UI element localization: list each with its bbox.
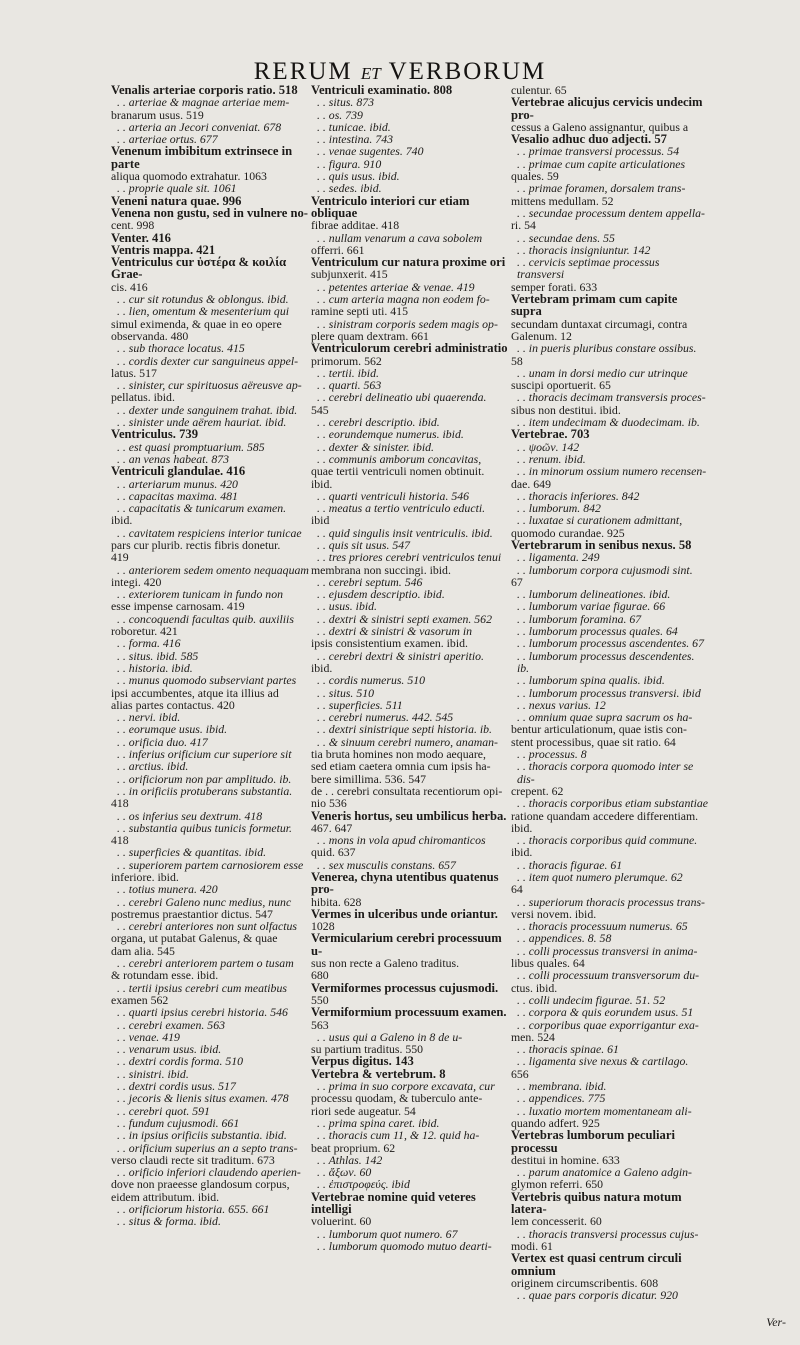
- index-entry: . . tres priores cerebri ventriculos tenui: [317, 550, 502, 565]
- index-entry: . . nullam venarum a cava sobolem: [317, 230, 483, 245]
- index-entry: . . secundae processum dentem appella-: [517, 205, 705, 220]
- index-entry: . . in minorum ossium numero recensen-: [517, 464, 707, 479]
- index-entry: . . colli undecim figurae. 51. 52: [517, 992, 666, 1007]
- index-entry: voluerint. 60: [311, 1214, 372, 1229]
- index-entry: . . sex musculis constans. 657: [317, 857, 456, 872]
- index-entry: . . superficies & quantitas. ibid.: [117, 845, 267, 860]
- index-entry: . . lumborum spina qualis. ibid.: [517, 673, 665, 688]
- index-entry: . . arteriarum munus. 420: [117, 476, 238, 491]
- index-entry: . . ligamenta. 249: [517, 550, 600, 565]
- index-entry: 550: [311, 992, 329, 1007]
- index-entry: sed etiam caetera omnia cum ipsis ha-: [311, 759, 491, 774]
- index-entry: . . venae sugentes. 740: [317, 144, 424, 159]
- index-entry: . . thoracis corporibus etiam substantiae: [517, 796, 709, 811]
- index-entry: . . in orificiis protuberans substantia.: [117, 783, 293, 798]
- index-entry: . . substantia quibus tunicis formetur.: [117, 820, 293, 835]
- index-entry: . . an venas habeat. 873: [117, 451, 230, 466]
- index-entry: membrana non succingi. ibid.: [311, 562, 451, 577]
- index-entry: . . anteriorem sedem omento nequaquam: [117, 562, 309, 577]
- index-entry: . . sinister unde aërem hauriat. ibid.: [117, 415, 287, 430]
- index-entry: versi novem. ibid.: [511, 906, 597, 921]
- index-entry: . . Athlas. 142: [317, 1152, 383, 1167]
- index-entry: Vertebrae. 703: [511, 427, 590, 442]
- index-entry: examen 562: [111, 992, 169, 1007]
- index-entry: . . usus qui a Galeno in 8 de u-: [317, 1029, 463, 1044]
- index-entry: . . thoracis figurae. 61: [517, 857, 623, 872]
- index-entry: inferiore. ibid.: [111, 870, 179, 884]
- index-entry: . . ejusdem descriptio. ibid.: [317, 587, 445, 602]
- index-entry: . . meatus a tertio ventriculo educti.: [317, 501, 486, 516]
- index-entry: Vertex est quasi centrum circuli omnium: [511, 1251, 682, 1278]
- index-entry: . . cerebri anteriorem partem o tusam: [117, 956, 294, 971]
- index-entry: . . venae. 419: [117, 1029, 180, 1044]
- index-entry: Vesalio adhuc duo adjecti. 57: [511, 132, 667, 147]
- index-entry: . . prima spina caret. ibid.: [317, 1115, 440, 1130]
- index-entry: . . dexter unde sanguinem trahat. ibid.: [117, 402, 298, 417]
- index-entry: bentur articulationum, quae istis con-: [511, 722, 687, 737]
- index-entry: . . superiorem partem carnosiorem esse: [117, 857, 304, 872]
- index-entry: libus quales. 64: [511, 956, 585, 971]
- index-entry: cis. 416: [111, 279, 148, 294]
- index-entry: . . cerebri dextri & sinistri aperitio.: [317, 648, 484, 663]
- index-entry: . . quae pars corporis dicatur. 920: [517, 1288, 678, 1303]
- index-entry: . . figura. 910: [317, 156, 382, 171]
- index-entry: . . orificia duo. 417: [117, 734, 208, 749]
- index-column-2: [311, 84, 509, 1252]
- index-entry: alias partes contactus. 420: [111, 697, 235, 712]
- index-entry: Vertebrarum in senibus nexus. 58: [511, 537, 692, 552]
- index-entry: branarum usus. 519: [111, 107, 204, 122]
- index-entry: observanda. 480: [111, 328, 189, 343]
- index-entry: . . venarum usus. ibid.: [117, 1042, 222, 1057]
- index-entry: . . quis usus. ibid.: [317, 169, 400, 184]
- index-entry: . . sub thorace locatus. 415: [117, 341, 245, 356]
- index-entry: . . thoracis spinae. 61: [517, 1042, 619, 1057]
- index-entry: . . cervicis septimae processus transversi: [517, 255, 660, 282]
- index-entry: secundam duntaxat circumagi, contra: [511, 316, 688, 331]
- index-entry: fibrae additae. 418: [311, 218, 400, 233]
- index-entry: . . intestina. 743: [317, 132, 394, 147]
- index-entry: . . cavitatem respiciens interior tunicae: [117, 525, 302, 540]
- index-entry: roboretur. 421: [111, 624, 178, 639]
- index-entry: . . lumborum processus ascendentes. 67: [517, 636, 704, 651]
- index-entry: . . situs. 873: [317, 95, 375, 110]
- index-entry: . . thoracis corpora quomodo inter se dis-: [517, 759, 694, 786]
- index-entry: . . luxatio mortem momentaneam ali-: [517, 1103, 692, 1118]
- index-entry: primorum. 562: [311, 353, 382, 368]
- index-entry: . . eorundemque numerus. ibid.: [317, 427, 464, 442]
- index-entry: . . item undecimam & duodecimam. ib.: [517, 415, 700, 430]
- index-entry: . . nexus varius. 12: [517, 697, 606, 712]
- index-entry: sus non recte a Galeno traditus.: [311, 956, 460, 971]
- index-entry: cessus a Galeno assignantur, quibus a: [511, 119, 689, 134]
- index-entry: tia bruta homines non modo aequare,: [311, 747, 486, 762]
- index-entry: . . thoracis insigniuntur. 142: [517, 242, 651, 257]
- index-entry: 58: [511, 353, 523, 368]
- index-entry: . . in ipsius orificiis substantia. ibid.: [117, 1128, 287, 1143]
- index-entry: . . cerebri septum. 546: [317, 574, 423, 589]
- index-entry: . . sinistram corporis sedem magis op-: [317, 316, 498, 331]
- index-entry: . . situs & forma. ibid.: [117, 1214, 221, 1229]
- index-entry: pars cur plurib. rectis fibris donetur.: [111, 537, 281, 552]
- index-entry: de . . cerebri consultata recentiorum opi-: [311, 783, 503, 798]
- index-entry: . . lumborum variae figurae. 66: [517, 599, 666, 614]
- index-entry: . . thoracis corporibus quid commune.: [517, 833, 698, 848]
- index-entry: 545: [311, 402, 329, 417]
- index-entry: . . corpora & quis eorundem usus. 51: [517, 1005, 694, 1020]
- index-entry: . . item quot numero plerumque. 62: [517, 870, 683, 884]
- index-entry: ipsi accumbentes, atque ita illius ad: [111, 685, 279, 700]
- index-entry: ibid.: [311, 660, 333, 675]
- index-entry: . . primae transversi processus. 54: [517, 144, 680, 159]
- index-entry: ctus. ibid.: [511, 980, 558, 995]
- index-entry: Galenum. 12: [511, 328, 572, 343]
- index-entry: quomodo curandae. 925: [511, 525, 625, 540]
- index-entry: . . lumborum delineationes. ibid.: [517, 587, 671, 602]
- header-title-left: RERUM: [253, 58, 353, 85]
- index-entry: . . membrana. ibid.: [517, 1079, 607, 1094]
- index-entry: Vermiformes processus cujusmodi.: [311, 980, 499, 995]
- index-entry: . . & sinuum cerebri numero, anaman-: [317, 734, 498, 749]
- index-entry: . . cum arteria magna non eodem fo-: [317, 292, 490, 307]
- header-title-et: ET: [360, 64, 381, 83]
- index-entry: . . thoracis transversi processus cujus-: [517, 1226, 699, 1241]
- index-entry: ratione quandam accedere differentiam.: [511, 808, 699, 823]
- index-entry: plere quam dextram. 661: [311, 328, 429, 343]
- index-entry: . . historia. ibid.: [117, 660, 193, 675]
- index-entry: semper forati. 633: [511, 279, 598, 294]
- index-entry: quae tertii ventriculi nomen obtinuit.: [311, 464, 485, 479]
- index-entry: integi. 420: [111, 574, 162, 589]
- index-entry: lem concesserit. 60: [511, 1214, 602, 1229]
- index-entry: . . arteriae & magnae arteriae mem-: [117, 95, 290, 110]
- index-entry: . . jecoris & lienis situs examen. 478: [117, 1091, 289, 1106]
- index-entry: processu quodam, & tuberculo ante-: [311, 1091, 483, 1106]
- index-entry: . . ligamenta sive nexus & cartilago.: [517, 1054, 689, 1069]
- index-entry: . . colli processus transversi in anima-: [517, 943, 698, 958]
- index-entry: . . exteriorem tunicam in fundo non: [117, 587, 284, 602]
- index-entry: . . arteria an Jecori conveniat. 678: [117, 119, 282, 134]
- index-entry: quales. 59: [511, 169, 559, 184]
- index-entry: Venter. 416: [111, 230, 171, 245]
- index-entry: . . orificium superius an a septo trans-: [117, 1140, 298, 1155]
- index-entry: . . sinister, cur spirituosus aëreusve ap-: [117, 378, 302, 393]
- index-entry: ibid.: [311, 476, 333, 491]
- index-entry: . . tertii ipsius cerebri cum meatibus: [117, 980, 287, 995]
- index-entry: . . capacitatis & tunicarum examen.: [117, 501, 287, 516]
- index-entry: ibid.: [511, 845, 533, 860]
- index-entry: . . lien, omentum & mesenterium qui: [117, 304, 290, 319]
- index-entry: . . sinistri. ibid.: [117, 1066, 189, 1081]
- index-entry: . . thoracis inferiores. 842: [517, 488, 640, 503]
- index-entry: . . cerebri Galeno nunc medius, nunc: [117, 894, 292, 909]
- index-entry: . . arteriae ortus. 677: [117, 132, 218, 147]
- index-entry: . . cordis numerus. 510: [317, 673, 426, 688]
- index-entry: . . thoracis decimam transversis proces-: [517, 390, 706, 405]
- index-entry: 1028: [311, 919, 335, 934]
- index-entry: Ventriculum cur natura proxime ori: [311, 255, 506, 270]
- index-entry: suscipi oportuerit. 65: [511, 378, 611, 393]
- index-entry: . . dextri & sinistri & vasorum in: [317, 624, 473, 639]
- index-entry: Ventris mappa. 421: [111, 242, 216, 257]
- index-entry: . . tertii. ibid.: [317, 365, 379, 380]
- index-entry: Ventriculo interiori cur etiam obliquae: [311, 193, 470, 220]
- index-entry: . . cerebri numerus. 442. 545: [317, 710, 454, 725]
- index-entry: . . cerebri descriptio. ibid.: [317, 415, 440, 430]
- index-entry: & rotundam esse. ibid.: [111, 968, 219, 983]
- index-entry: esse impense carnosam. 419: [111, 599, 245, 614]
- index-entry: simul eximenda, & quae in eo opere: [111, 316, 282, 331]
- index-entry: Venenum imbibitum extrinsece in parte: [111, 144, 293, 171]
- index-entry: . . cordis dexter cur sanguineus appel-: [117, 353, 299, 368]
- index-entry: dae. 649: [511, 476, 551, 491]
- index-entry: . . cerebri anteriores non sunt olfactus: [117, 919, 297, 934]
- index-entry: 64: [511, 882, 523, 897]
- index-entry: latus. 517: [111, 365, 157, 380]
- index-entry: . . orificiorum historia. 655. 661: [117, 1202, 270, 1217]
- index-entry: . . dextri cordis forma. 510: [117, 1054, 244, 1069]
- index-entry: Vertebrae nomine quid veteres intelligi: [311, 1189, 476, 1217]
- index-entry: . . dexter & sinister. ibid.: [317, 439, 434, 454]
- index-entry: Venalis arteriae corporis ratio. 518: [111, 83, 298, 97]
- header-title-right: VERBORUM: [388, 58, 547, 85]
- index-entry: . . colli processuum transversorum du-: [517, 968, 700, 983]
- index-entry: . . ἄξων. 60: [317, 1165, 372, 1180]
- index-entry: Vertebras lumborum peculiari processu: [511, 1128, 675, 1155]
- index-entry: . . orificiorum non par amplitudo. ib.: [117, 771, 292, 786]
- index-entry: riori sede augeatur. 54: [311, 1103, 416, 1118]
- index-entry: . . quarti. 563: [317, 378, 382, 393]
- index-entry: . . cerebri delineatio ubi quaerenda.: [317, 390, 487, 405]
- index-entry: . . os. 739: [317, 107, 363, 122]
- index-entry: . . inferius orificium cur superiore sit: [117, 747, 292, 762]
- index-entry: eidem attributum. ibid.: [111, 1189, 220, 1204]
- index-entry: . . sedes. ibid.: [317, 181, 382, 196]
- index-entry: . . lumborum processus transversi. ibid: [517, 685, 701, 700]
- index-entry: . . ἐπιστροφεύς. ibid: [317, 1177, 410, 1192]
- index-entry: Ventriculus. 739: [111, 427, 198, 442]
- index-entry: . . munus quomodo subserviant partes: [117, 673, 297, 688]
- index-entry: organa, ut putabat Galenus, & quae: [111, 931, 278, 946]
- index-entry: verso claudi recte sit traditum. 673: [111, 1152, 275, 1167]
- index-entry: dam alia. 545: [111, 943, 175, 958]
- index-entry: . . dextri cordis usus. 517: [117, 1079, 236, 1094]
- index-entry: 67: [511, 574, 523, 589]
- index-entry: Verpus digitus. 143: [311, 1054, 414, 1069]
- index-entry: . . quarti ipsius cerebri historia. 546: [117, 1005, 288, 1020]
- index-entry: 418: [111, 833, 129, 848]
- index-entry: . . lumborum processus descendentes. ib.: [517, 648, 695, 675]
- index-entry: 419: [111, 550, 129, 565]
- index-entry: pellatus. ibid.: [111, 390, 175, 405]
- index-entry: mittens medullam. 52: [511, 193, 614, 208]
- index-entry: glymon referri. 650: [511, 1177, 604, 1192]
- index-entry: . . omnium quae supra sacrum os ha-: [517, 710, 693, 725]
- index-entry: . . dextri & sinistri septi examen. 562: [317, 611, 492, 626]
- index-entry: stent processibus, quae sit ratio. 64: [511, 734, 676, 749]
- index-entry: . . thoracis cum 11, & 12. quid ha-: [317, 1128, 480, 1143]
- index-entry: 563: [311, 1017, 329, 1032]
- index-entry: . . proprie quale sit. 1061: [117, 181, 237, 196]
- index-entry: . . cerebri examen. 563: [117, 1017, 225, 1032]
- index-entry: . . tunicae. ibid.: [317, 119, 391, 134]
- index-entry: crepent. 62: [511, 783, 564, 798]
- index-column-1: [111, 84, 309, 1228]
- index-entry: Vertebra & vertebrum. 8: [311, 1066, 446, 1081]
- index-entry: . . in pueris pluribus constare ossibus.: [517, 341, 697, 356]
- index-column-3: [511, 84, 709, 1301]
- index-entry: subjunxerit. 415: [311, 267, 388, 282]
- index-entry: . . lumborum foramina. 67: [517, 611, 642, 626]
- index-entry: . . arctius. ibid.: [117, 759, 189, 774]
- index-entry: Ventriculorum cerebri administratio: [311, 341, 508, 356]
- index-entry: . . quarti ventriculi historia. 546: [317, 488, 470, 503]
- index-entry: Vertebrae alicujus cervicis undecim pro-: [511, 95, 703, 122]
- index-entry: culentur. 65: [511, 83, 567, 97]
- index-entry: . . lumborum. 842: [517, 501, 601, 516]
- index-entry: . . superiorum thoracis processus trans-: [517, 894, 705, 909]
- index-entry: . . thoracis processuum numerus. 65: [517, 919, 688, 934]
- index-entry: . . cur sit rotundus & oblongus. ibid.: [117, 292, 289, 307]
- index-entry: . . eorumque usus. ibid.: [117, 722, 228, 737]
- index-entry: . . communis amborum concavitas,: [317, 451, 482, 466]
- index-entry: ipsis consistentium examen. ibid.: [311, 636, 468, 651]
- index-entry: Venerea, chyna utentibus quatenus pro-: [311, 870, 499, 897]
- running-header: [0, 58, 800, 86]
- index-entry: . . corporibus quae exporrigantur exa-: [517, 1017, 699, 1032]
- index-entry: . . luxatae si curationem admittant,: [517, 513, 683, 528]
- index-entry: aliqua quomodo extrahatur. 1063: [111, 169, 267, 184]
- index-entry: . . mons in vola apud chiromanticos: [317, 833, 486, 848]
- index-entry: cent. 998: [111, 218, 155, 233]
- index-entry: Ventriculus cur ὑστέρα & κοιλία Grae-: [111, 255, 287, 282]
- index-entry: ramine septi uti. 415: [311, 304, 408, 319]
- index-entry: . . lumborum quot numero. 67: [317, 1226, 458, 1241]
- index-entry: 467. 647: [311, 820, 353, 835]
- index-entry: postremus praestantior dictus. 547: [111, 906, 273, 921]
- index-entry: . . est quasi promptuarium. 585: [117, 439, 265, 454]
- index-entry: . . lumborum quomodo mutuo dearti-: [317, 1238, 492, 1253]
- index-entry: destitui in homine. 633: [511, 1152, 620, 1167]
- index-entry: offerri. 661: [311, 242, 365, 257]
- index-entry: . . appendices. 8. 58: [517, 931, 612, 946]
- index-entry: . . capacitas maxima. 481: [117, 488, 238, 503]
- index-entry: . . primae foramen, dorsalem trans-: [517, 181, 686, 196]
- index-entry: Vertebram primam cum capite supra: [511, 292, 678, 319]
- index-entry: . . processus. 8: [517, 747, 587, 762]
- index-entry: dove non praeesse glandosum corpus,: [111, 1177, 290, 1192]
- index-entry: quid. 637: [311, 845, 356, 860]
- index-entry: . . nervi. ibid.: [117, 710, 181, 725]
- index-entry: . . quis sit usus. 547: [317, 537, 411, 552]
- index-entry: . . situs. ibid. 585: [117, 648, 199, 663]
- index-entry: Ventriculi examinatio. 808: [311, 83, 453, 97]
- index-entry: Veneris hortus, seu umbilicus herba.: [311, 808, 507, 823]
- index-entry: ibid.: [111, 513, 133, 528]
- index-entry: . . parum anatomice a Galeno adgin-: [517, 1165, 692, 1180]
- index-entry: . . secundae dens. 55: [517, 230, 615, 245]
- index-entry: . . prima in suo corpore excavata, cur: [317, 1079, 495, 1094]
- index-entry: Ventriculi glandulae. 416: [111, 464, 246, 479]
- index-entry: . . concoquendi facultas quib. auxiliis: [117, 611, 294, 626]
- catchword: Ver-: [766, 1315, 786, 1329]
- index-entry: men. 524: [511, 1029, 555, 1044]
- index-entry: . . superficies. 511: [317, 697, 403, 712]
- index-entry: originem circumscribentis. 608: [511, 1275, 659, 1290]
- index-entry: 680: [311, 968, 329, 983]
- index-entry: . . ψοῶν. 142: [517, 439, 580, 454]
- index-entry: . . lumborum processus quales. 64: [517, 624, 678, 639]
- index-entry: sibus non destitui. ibid.: [511, 402, 621, 417]
- index-entry: Vertebris quibus natura motum latera-: [511, 1189, 682, 1217]
- index-entry: Veneni natura quae. 996: [111, 193, 242, 208]
- index-entry: 418: [111, 796, 129, 811]
- index-entry: . . os inferius seu dextrum. 418: [117, 808, 263, 823]
- index-entry: 656: [511, 1066, 529, 1081]
- index-entry: Venena non gustu, sed in vulnere no-: [111, 205, 309, 220]
- index-entry: . . lumborum corpora cujusmodi sint.: [517, 562, 693, 577]
- index-entry: nio 536: [311, 796, 347, 811]
- index-entry: Vermicularium cerebri processuum u-: [311, 931, 502, 958]
- index-entry: ri. 54: [511, 218, 536, 233]
- index-entry: . . cerebri quot. 591: [117, 1103, 210, 1118]
- index-entry: . . fundum cujusmodi. 661: [117, 1115, 240, 1130]
- index-entry: . . quid singulis insit ventriculis. ibid.: [317, 525, 493, 540]
- index-entry: quando adfert. 925: [511, 1115, 600, 1130]
- index-entry: . . dextri sinistrique septi historia. ib.: [317, 722, 492, 737]
- index-entry: . . appendices. 775: [517, 1091, 606, 1106]
- index-entry: . . primae cum capite articulationes: [517, 156, 686, 171]
- index-entry: . . usus. ibid.: [317, 599, 377, 614]
- index-entry: . . renum. ibid.: [517, 451, 586, 466]
- index-entry: ibid: [311, 513, 330, 528]
- index-entry: . . totius munera. 420: [117, 882, 218, 897]
- index-entry: su partium traditus. 550: [311, 1042, 424, 1057]
- index-entry: modi. 61: [511, 1238, 553, 1253]
- index-entry: hibita. 628: [311, 894, 362, 909]
- index-entry: bere simillima. 536. 547: [311, 771, 427, 786]
- index-entry: . . orificio inferiori claudendo aperien-: [117, 1165, 301, 1180]
- index-entry: ibid.: [511, 820, 533, 835]
- index-entry: . . forma. 416: [117, 636, 181, 651]
- index-entry: . . unam in dorsi medio cur utrinque: [517, 365, 688, 380]
- index-entry: . . situs. 510: [317, 685, 375, 700]
- index-entry: . . petentes arteriae & venae. 419: [317, 279, 475, 294]
- index-entry: beat proprium. 62: [311, 1140, 396, 1155]
- index-entry: Vermiformium processuum examen.: [311, 1005, 507, 1020]
- index-entry: Vermes in ulceribus unde oriantur.: [311, 906, 498, 921]
